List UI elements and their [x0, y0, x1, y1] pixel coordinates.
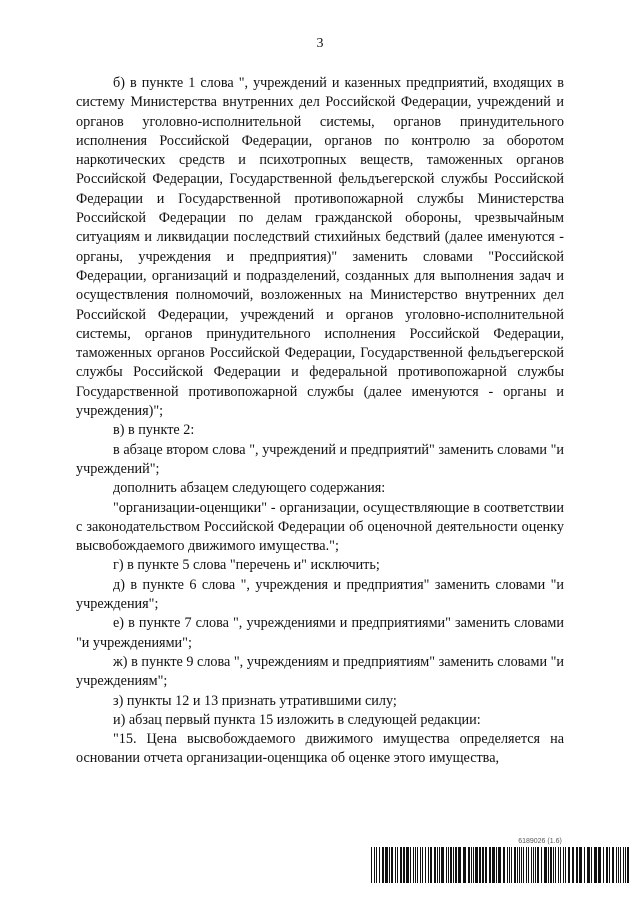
paragraph-b: б) в пункте 1 слова ", учреждений и казенных предприятий, входящих в систему Министерства внутренних дел Российской Федерации, учреждений и органов уголовно-исполнительной системы, органов принудительного исполнения Российской Федерации, органов по контролю за оборотом наркотических средств и психотропных веществ, таможенных органов Российской Федерации, Государственной фельдъегерской службы Российской Федерации и Государственной противопожарной службы Министерства Российской Федерации по делам гражданской обороны, чрезвычайным ситуациям и ликвидации последствий стихийных бедствий (далее именуются - органы, учреждения и предприятия)" заменить словами "Российской Федерации, организаций и подразделений, созданных для выполнения задач и осуществления полномочий, возложенных на Министерство внутренних дел Российской Федерации, учреждений и органов уголовно-исполнительной системы, органов принудительного исполнения Российской Федерации, таможенных органов Российской Федерации, Государственной фельдъегерской службы Российской Федерации и федеральной противопожарной службы Государственной противопожарной службы (далее именуются - органы и учреждения)";	[76, 75, 564, 420]
document-code: 6189026 (1.6)	[518, 838, 562, 845]
paragraph-z: з) пункты 12 и 13 признать утратившими силу;	[113, 692, 397, 709]
barcode	[371, 847, 631, 883]
paragraph-v-dopolnit: дополнить абзацем следующего содержания:	[113, 480, 386, 497]
paragraph-15: "15. Цена высвобождаемого движимого имущества определяется на основании отчета организации-оценщика об оценке этого имущества,	[76, 731, 564, 767]
paragraph-v: в) в пункте 2:	[113, 422, 195, 439]
paragraph-i: и) абзац первый пункта 15 изложить в следующей редакции:	[113, 711, 481, 728]
page-number: 3	[316, 36, 324, 51]
paragraph-g: г) в пункте 5 слова "перечень и" исключить;	[113, 557, 380, 574]
paragraph-definition: "организации-оценщики" - организации, осуществляющие в соответствии с законодательством Российской Федерации об оценочной деятельности оценку высвобождаемого движимого имущества.";	[76, 499, 564, 555]
paragraph-d: д) в пункте 6 слова ", учреждения и предприятия" заменить словами "и учреждения";	[76, 576, 564, 613]
paragraph-zh: ж) в пункте 9 слова ", учреждениям и предприятиям" заменить словами "и учреждениям";	[76, 653, 564, 690]
document-body	[76, 74, 564, 769]
paragraph-v-abzac-2: в абзаце втором слова ", учреждений и предприятий" заменить словами "и учреждений";	[76, 441, 564, 477]
paragraph-e: е) в пункте 7 слова ", учреждениями и предприятиями" заменить словами "и учреждениями";	[76, 615, 564, 651]
